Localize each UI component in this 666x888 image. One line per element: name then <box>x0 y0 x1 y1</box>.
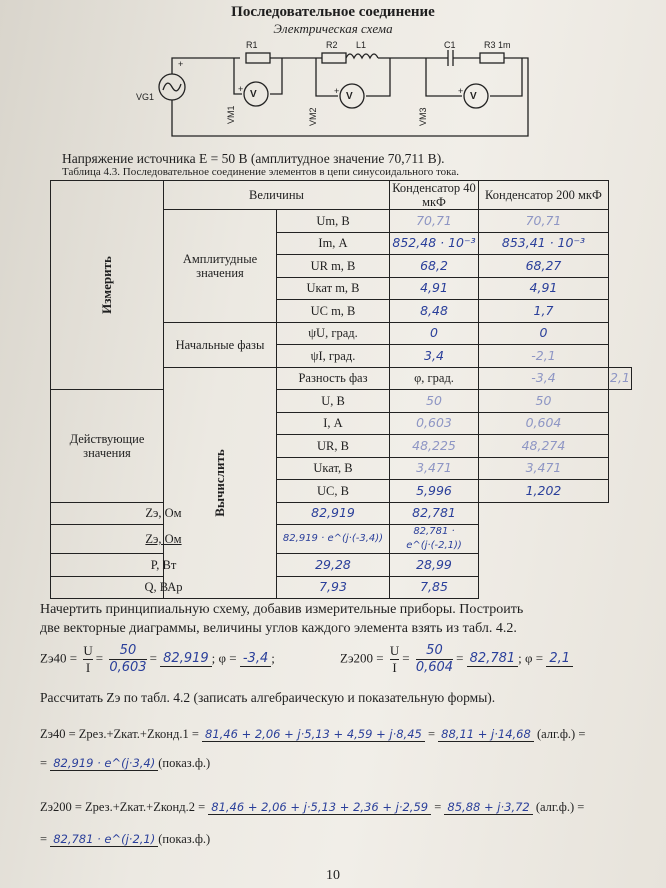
cell-value: 852,48 · 10⁻³ <box>390 232 479 255</box>
cell-value: 82,781 <box>390 502 479 525</box>
header-cap-200: Конденсатор 200 мкФ <box>479 181 609 210</box>
cell-value: 3,471 <box>479 457 609 480</box>
svg-text:V: V <box>470 91 477 102</box>
cell-value: 82,781 · e^(j·(-2,1)) <box>390 525 479 554</box>
label-vm3: VM3 <box>418 107 428 126</box>
row-label: ψU, град. <box>277 322 390 345</box>
task-line-1: Начертить принципиальную схему, добавив измерительные приборы. Построить <box>40 602 524 617</box>
svg-text:+: + <box>334 86 340 96</box>
resistor-r3 <box>480 53 504 63</box>
table-row <box>51 576 632 599</box>
cell-value: 82,919 · e^(j·(-3,4)) <box>277 525 390 554</box>
label-r1: R1 <box>246 40 258 50</box>
task-line-2: две векторные диаграммы, величины углов каждого элемента взять из табл. 4.2. <box>40 621 517 636</box>
measure-section-label: Измерить <box>51 181 164 390</box>
label-l1: L1 <box>356 40 367 50</box>
results-table <box>50 180 632 599</box>
z40-exponential: = 82,919 · e^(j·3,4) (показ.ф.) <box>40 756 211 770</box>
cell-value: 29,28 <box>277 554 390 577</box>
amplitude-group-label: Амплитудные значения <box>164 210 277 323</box>
phase-group-label: Начальные фазы <box>164 322 277 367</box>
cell-value: 50 <box>390 390 479 413</box>
cell-value: 4,91 <box>479 277 609 300</box>
svg-text:+: + <box>458 86 464 96</box>
table-row <box>51 554 632 577</box>
z40-algebraic: Zэ40 = Zрез.+Zкат.+Zконд.1 = 81,46 + 2,06 + j·5,13 + 4,59 + j·8,45 = 88,11 + j·14,68 (алг.ф.) = <box>40 727 586 741</box>
header-cap-40: Конденсатор 40 мкФ <box>390 181 479 210</box>
cell-value: 0,603 <box>390 412 479 435</box>
row-label: Uкат, В <box>277 457 390 480</box>
cell-value: 82,919 <box>277 502 390 525</box>
row-label: Im, А <box>277 232 390 255</box>
resistor-r1 <box>246 53 270 63</box>
label-vm2: VM2 <box>308 107 318 126</box>
cell-value: 7,93 <box>277 576 390 599</box>
row-label: U, В <box>277 390 390 413</box>
cell-value: 853,41 · 10⁻³ <box>479 232 609 255</box>
row-label: UR, В <box>277 435 390 458</box>
page-subtitle: Электрическая схема <box>273 21 393 36</box>
table-row <box>51 525 632 554</box>
cell-value: 0,604 <box>479 412 609 435</box>
svg-text:+: + <box>238 84 244 94</box>
row-label: UC, В <box>277 480 390 503</box>
cell-value: 3,471 <box>390 457 479 480</box>
row-unit: φ, град. <box>390 367 479 390</box>
cell-value: 68,2 <box>390 255 479 278</box>
cell-value: 3,4 <box>390 345 479 368</box>
table-row <box>51 502 632 525</box>
cell-value: 28,99 <box>390 554 479 577</box>
formula-z40: Zэ40 = $\frac{U}{I}$ = $\frac{50}{0,603}$ = 82,919 ; φ = -3,4 ; <box>40 643 275 675</box>
table-caption: Таблица 4.3. Последовательное соединение элементов в цепи синусоидального тока. <box>62 166 459 178</box>
formula-z200: Zэ200 = $\frac{U}{I}$ = $\frac{50}{0,604}$ = 82,781 ; φ = 2,1 <box>340 643 573 676</box>
cell-value: 4,91 <box>390 277 479 300</box>
inductor-l1 <box>346 54 378 58</box>
circuit-diagram <box>130 36 550 146</box>
cell-value: -2,1 <box>479 345 609 368</box>
cell-value: 1,7 <box>479 300 609 323</box>
row-label: Uкат m, В <box>277 277 390 300</box>
label-c1: C1 <box>444 40 456 50</box>
svg-text:V: V <box>250 89 257 100</box>
table-row <box>51 390 632 413</box>
label-r2: R2 <box>326 40 338 50</box>
svg-text:+: + <box>178 59 184 69</box>
calc-heading: Рассчитать Zэ по табл. 4.2 (записать алгебраическую и показательную формы). <box>40 690 496 705</box>
label-r3: R3 1m <box>484 40 511 50</box>
page-number: 10 <box>326 868 340 883</box>
cell-value: 2,1 <box>608 367 631 390</box>
row-label: UC m, В <box>277 300 390 323</box>
table-header-row <box>51 181 632 210</box>
svg-text:V: V <box>346 91 353 102</box>
cell-value: 48,274 <box>479 435 609 458</box>
row-label: Zэ, Ом <box>51 525 277 554</box>
cell-value: 68,27 <box>479 255 609 278</box>
cell-value: 8,48 <box>390 300 479 323</box>
compute-section-label: Вычислить <box>164 367 277 599</box>
row-label: UR m, В <box>277 255 390 278</box>
cell-value: 1,202 <box>479 480 609 503</box>
header-quantity: Величины <box>164 181 390 210</box>
cell-value: 5,996 <box>390 480 479 503</box>
cell-value: 0 <box>479 322 609 345</box>
label-vg1: VG1 <box>136 92 155 102</box>
cell-value: 0 <box>390 322 479 345</box>
cell-value: 70,71 <box>390 210 479 233</box>
label-vm1: VM1 <box>226 105 236 124</box>
cell-value: 70,71 <box>479 210 609 233</box>
source-voltage-note: Напряжение источника E = 50 В (амплитудное значение 70,711 В). <box>62 151 445 166</box>
row-label: Разность фаз <box>277 367 390 390</box>
z200-algebraic: Zэ200 = Zрез.+Zкат.+Zконд.2 = 81,46 + 2,06 + j·5,13 + 2,36 + j·2,59 = 85,88 + j·3,72 (алг.ф.) = <box>40 800 585 814</box>
effective-group-label: Действующие значения <box>51 390 164 503</box>
row-label: ψI, град. <box>277 345 390 368</box>
row-label: I, А <box>277 412 390 435</box>
resistor-r2 <box>322 53 346 63</box>
cell-value: -3,4 <box>479 367 609 390</box>
page-title: Последовательное соединение <box>231 4 435 20</box>
cell-value: 7,85 <box>390 576 479 599</box>
row-label: Zэ, Ом <box>51 502 277 525</box>
cell-value: 48,225 <box>390 435 479 458</box>
row-label: P, Вт <box>51 554 277 577</box>
row-label: Um, В <box>277 210 390 233</box>
row-label: Q, ВАр <box>51 576 277 599</box>
cell-value: 50 <box>479 390 609 413</box>
z200-exponential: = 82,781 · e^(j·2,1) (показ.ф.) <box>40 832 211 846</box>
